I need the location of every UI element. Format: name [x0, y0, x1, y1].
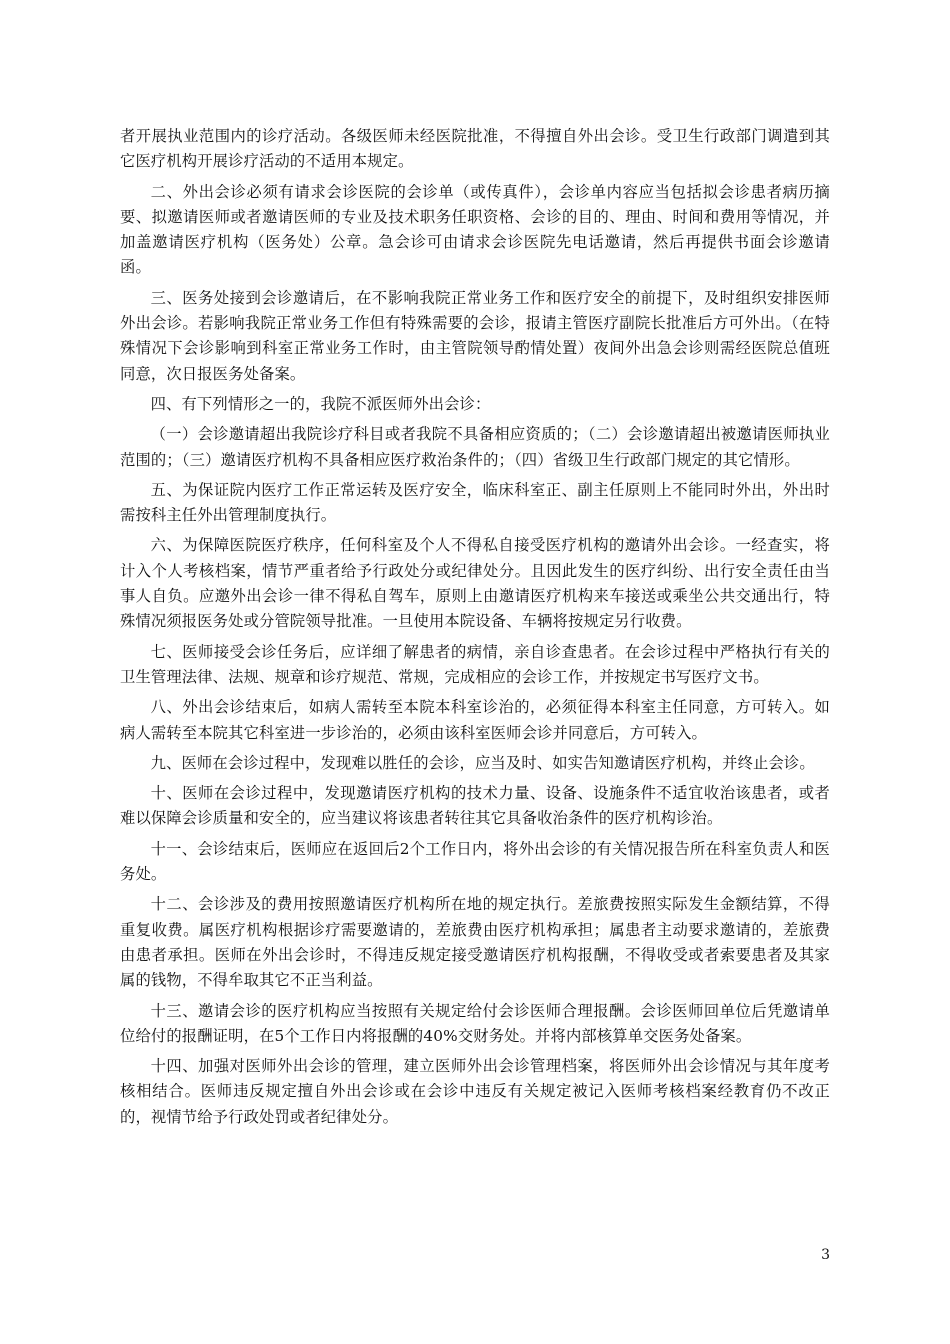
paragraph-item-12: 十二、会诊涉及的费用按照邀请医疗机构所在地的规定执行。差旅费按照实际发生金额结算，不得重复收费。属医疗机构根据诊疗需要邀请的，差旅费由医疗机构承担；属患者主动要求邀请的，差旅费由患者承担。医师在外出会诊时，不得违反规定接受邀请医疗机构报酬，不得收受或者索要患者及其家属的钱物，不得牟取其它不正当利益。	[120, 895, 830, 990]
paragraph-item-2: 二、外出会诊必须有请求会诊医院的会诊单（或传真件），会诊单内容应当包括拟会诊患者病历摘要、拟邀请医师或者邀请医师的专业及技术职务任职资格、会诊的目的、理由、时间和费用等情况，并加盖邀请医疗机构（医务处）公章。急会诊可由请求会诊医院先电话邀请，然后再提供书面会诊邀请函。	[120, 182, 830, 277]
paragraph-item-14: 十四、加强对医师外出会诊的管理，建立医师外出会诊管理档案，将医师外出会诊情况与其年度考核相结合。医师违反规定擅自外出会诊或在会诊中违反有关规定被记入医师考核档案经教育仍不改正的，视情节给予行政处罚或者纪律处分。	[120, 1057, 830, 1126]
paragraph-item-9: 九、医师在会诊过程中，发现难以胜任的会诊，应当及时、如实告知邀请医疗机构，并终止会诊。	[150, 753, 815, 772]
paragraph-item-13: 十三、邀请会诊的医疗机构应当按照有关规定给付会诊医师合理报酬。会诊医师回单位后凭邀请单位给付的报酬证明，在5个工作日内将报酬的40%交财务处。并将内部核算单交医务处备案。	[120, 1001, 830, 1045]
page-number: 3	[821, 1247, 830, 1263]
paragraph-item-6: 六、为保障医院医疗秩序，任何科室及个人不得私自接受医疗机构的邀请外出会诊。一经查实，将计入个人考核档案，情节严重者给予行政处分或纪律处分。且因此发生的医疗纠纷、出行安全责任由当事人自负。应邀外出会诊一律不得私自驾车，原则上由邀请医疗机构来车接送或乘坐公共交通出行，特殊情况须报医务处或分管院领导批准。一旦使用本院设备、车辆将按规定另行收费。	[120, 536, 830, 631]
paragraph-continuation: 者开展执业范围内的诊疗活动。各级医师未经医院批准，不得擅自外出会诊。受卫生行政部门调遣到其它医疗机构开展诊疗活动的不适用本规定。	[120, 127, 830, 171]
paragraph-item-3: 三、医务处接到会诊邀请后，在不影响我院正常业务工作和医疗安全的前提下，及时组织安排医师外出会诊。若影响我院正常业务工作但有特殊需要的会诊，报请主管医疗副院长批准后方可外出。（在特殊情况下会诊影响到科室正常业务工作时，由主管院领导酌情处置）夜间外出急会诊则需经医院总值班同意，次日报医务处备案。	[120, 288, 830, 383]
paragraph-item-4: 四、有下列情形之一的，我院不派医师外出会诊：	[150, 394, 491, 413]
paragraph-item-7: 七、医师接受会诊任务后，应详细了解患者的病情，亲自诊查患者。在会诊过程中严格执行有关的卫生管理法律、法规、规章和诊疗规范、常规，完成相应的会诊工作，并按规定书写医疗文书。	[120, 642, 830, 686]
paragraph-item-4-sublist: （一）会诊邀请超出我院诊疗科目或者我院不具备相应资质的；（二）会诊邀请超出被邀请医师执业范围的；（三）邀请医疗机构不具备相应医疗救治条件的；（四）省级卫生行政部门规定的其它情形。	[120, 425, 830, 469]
paragraph-item-10: 十、医师在会诊过程中，发现邀请医疗机构的技术力量、设备、设施条件不适宜收治该患者，或者难以保障会诊质量和安全的，应当建议将该患者转往其它具备收治条件的医疗机构诊治。	[120, 784, 830, 828]
paragraph-item-8: 八、外出会诊结束后，如病人需转至本院本科室诊治的，必须征得本科室主任同意，方可转入。如病人需转至本院其它科室进一步诊治的，必须由该科室医师会诊并同意后，方可转入。	[120, 698, 830, 742]
paragraph-item-11: 十一、会诊结束后，医师应在返回后2个工作日内，将外出会诊的有关情况报告所在科室负责人和医务处。	[120, 839, 830, 884]
paragraph-item-5: 五、为保证院内医疗工作正常运转及医疗安全，临床科室正、副主任原则上不能同时外出，外出时需按科主任外出管理制度执行。	[120, 480, 830, 525]
document-body	[120, 124, 830, 1135]
